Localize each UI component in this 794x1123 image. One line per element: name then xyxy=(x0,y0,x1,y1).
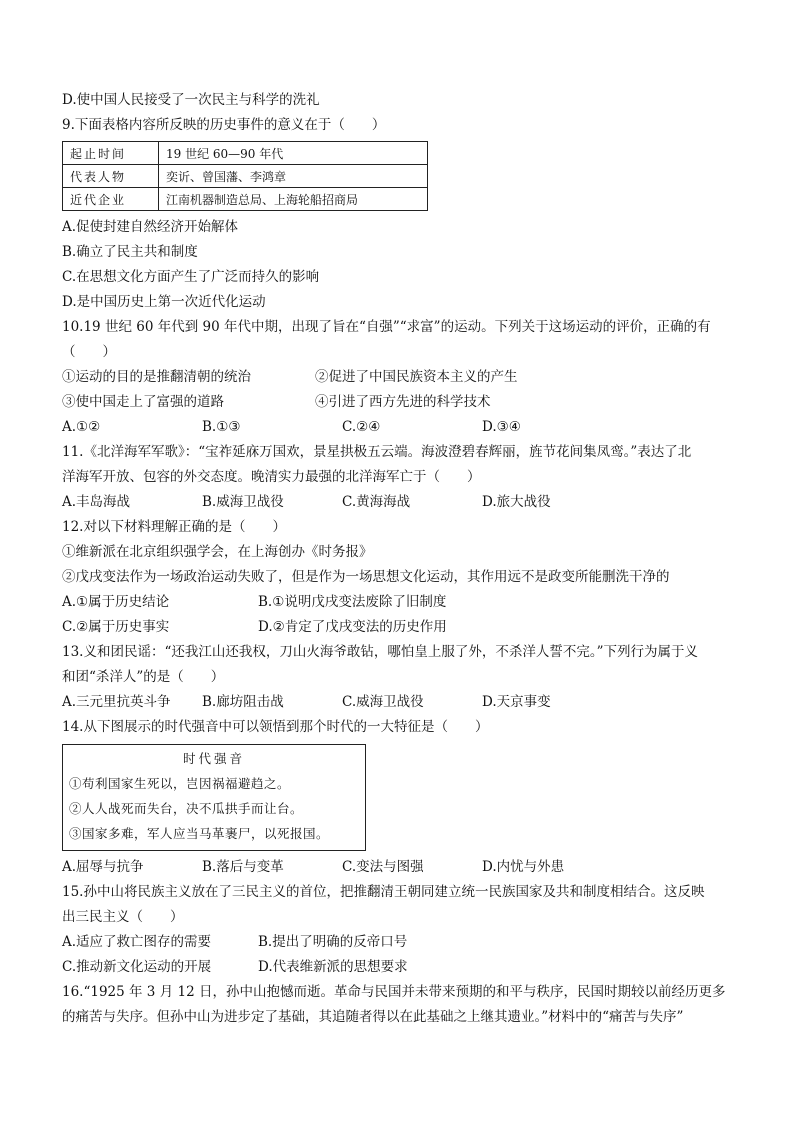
q14-quote-box xyxy=(62,744,366,851)
quote-box-title: 时代强音 xyxy=(182,751,245,766)
q10-statement-2: ②促进了中国民族资本主义的产生 xyxy=(315,369,518,385)
table-key: 代表人物 xyxy=(63,165,159,188)
q10-option-a: A.①② xyxy=(62,419,101,435)
q13-options xyxy=(62,690,742,715)
q11-stem-cont: 洋海军开放、包容的外交态度。晚清实力最强的北洋海军亡于（ ） xyxy=(62,469,481,485)
q15-option-b: B.提出了明确的反帝口号 xyxy=(258,934,408,950)
q10-option-b: B.①③ xyxy=(202,419,241,435)
q11-options xyxy=(62,490,742,515)
q13-option-b: B.廊坊阻击战 xyxy=(202,694,284,710)
q12-options-row1 xyxy=(62,590,742,615)
q9-table xyxy=(62,141,428,211)
q14-option-c: C.变法与图强 xyxy=(342,859,424,875)
q14-stem: 14.从下图展示的时代强音中可以领悟到那个时代的一大特征是（ ） xyxy=(62,719,489,735)
q16-stem: 16.“1925 年 3 月 12 日，孙中山抱憾而逝。革命与民国并未带来预期的和平与秩序，民国时期较以前经历更多 xyxy=(62,984,726,1000)
q12-option-b: B.①说明戊戌变法废除了旧制度 xyxy=(258,594,447,610)
q12-material-2: ②戊戌变法作为一场政治运动失败了，但是作为一场思想文化运动，其作用远不是政变所能删洗干净的 xyxy=(62,569,670,585)
q12-material-1: ①维新派在北京组织强学会，在上海创办《时务报》 xyxy=(62,544,373,560)
table-row xyxy=(63,165,428,188)
q12-option-d: D.②肯定了戊戌变法的历史作用 xyxy=(258,619,447,635)
q14-options xyxy=(62,855,742,880)
q15-options-row2 xyxy=(62,955,742,980)
q11-option-a: A.丰岛海战 xyxy=(62,494,131,510)
q11-stem: 11.《北洋海军军歌》：“宝祚延庥万国欢，景星拱极五云端。海波澄碧春辉丽，旌节花间集凤鸾。”表达了北 xyxy=(62,444,692,460)
q12-option-a: A.①属于历史结论 xyxy=(62,594,170,610)
q11-option-b: B.威海卫战役 xyxy=(202,494,284,510)
q10-stem: 10.19 世纪 60 年代到 90 年代中期，出现了旨在“自强”“求富”的运动。下列关于这场运动的评价，正确的有 xyxy=(62,319,711,335)
q12-option-c: C.②属于历史事实 xyxy=(62,619,170,635)
q9-stem: 9.下面表格内容所反映的历史事件的意义在于（ ） xyxy=(62,117,386,133)
q10-option-d: D.③④ xyxy=(482,419,521,435)
q12-options-row2 xyxy=(62,615,742,640)
q10-statements-row2 xyxy=(62,390,742,415)
q8-option-d: D.使中国人民接受了一次民主与科学的洗礼 xyxy=(62,92,320,108)
q13-stem: 13.义和团民谣：“还我江山还我权，刀山火海爷敢钻，哪怕皇上服了外，不杀洋人誓不完。”下列行为属于义 xyxy=(62,644,699,660)
q10-statements-row1 xyxy=(62,365,742,390)
q15-option-a: A.适应了救亡图存的需要 xyxy=(62,934,212,950)
q10-statement-3: ③使中国走上了富强的道路 xyxy=(62,394,224,410)
q9-option-c: C.在思想文化方面产生了广泛而持久的影响 xyxy=(62,269,320,285)
q12-stem: 12.对以下材料理解正确的是（ ） xyxy=(62,519,286,535)
q13-stem-cont: 和团“杀洋人”的是（ ） xyxy=(62,669,225,685)
q13-option-d: D.天京事变 xyxy=(482,694,551,710)
q14-option-a: A.屈辱与抗争 xyxy=(62,859,144,875)
q10-stem-cont: （ ） xyxy=(62,344,116,360)
table-row xyxy=(63,188,428,211)
exam-page xyxy=(62,88,742,1030)
q10-options xyxy=(62,415,742,440)
q15-stem: 15.孙中山将民族主义放在了三民主义的首位，把推翻清王朝同建立统一民族国家及共和制度相结合。这反映 xyxy=(62,884,705,900)
q15-stem-cont: 出三民主义（ ） xyxy=(62,909,184,925)
q14-option-d: D.内忧与外患 xyxy=(482,859,565,875)
table-row xyxy=(63,142,428,165)
q9-option-d: D.是中国历史上第一次近代化运动 xyxy=(62,294,266,310)
q15-option-c: C.推动新文化运动的开展 xyxy=(62,959,212,975)
q11-option-c: C.黄海海战 xyxy=(342,494,411,510)
q10-statement-4: ④引进了西方先进的科学技术 xyxy=(315,394,491,410)
q10-statement-1: ①运动的目的是推翻清朝的统治 xyxy=(62,369,251,385)
q13-option-c: C.威海卫战役 xyxy=(342,694,424,710)
table-value: 奕䜣、曾国藩、李鸿章 xyxy=(159,165,428,188)
q9-option-a: A.促使封建自然经济开始解体 xyxy=(62,219,239,235)
table-value: 19 世纪 60—90 年代 xyxy=(159,142,428,165)
q15-option-d: D.代表维新派的思想要求 xyxy=(258,959,408,975)
q9-option-b: B.确立了民主共和制度 xyxy=(62,244,198,260)
q14-option-b: B.落后与变革 xyxy=(202,859,284,875)
quote-line: ①苟利国家生死以，岂因祸福避趋之。 xyxy=(69,776,291,791)
table-value: 江南机器制造总局、上海轮船招商局 xyxy=(159,188,428,211)
quote-line: ③国家多难，军人应当马革裹尸，以死报国。 xyxy=(69,826,330,841)
table-key: 起止时间 xyxy=(63,142,159,165)
quote-line: ②人人战死而失台，决不瓜拱手而让台。 xyxy=(69,801,304,816)
q16-stem-cont: 的痛苦与失序。但孙中山为进步定了基础，其追随者得以在此基础之上继其遗业。”材料中的“痛苦与失序” xyxy=(62,1009,684,1025)
q10-option-c: C.②④ xyxy=(342,419,381,435)
q13-option-a: A.三元里抗英斗争 xyxy=(62,694,171,710)
q11-option-d: D.旅大战役 xyxy=(482,494,551,510)
q15-options-row1 xyxy=(62,930,742,955)
table-key: 近代企业 xyxy=(63,188,159,211)
